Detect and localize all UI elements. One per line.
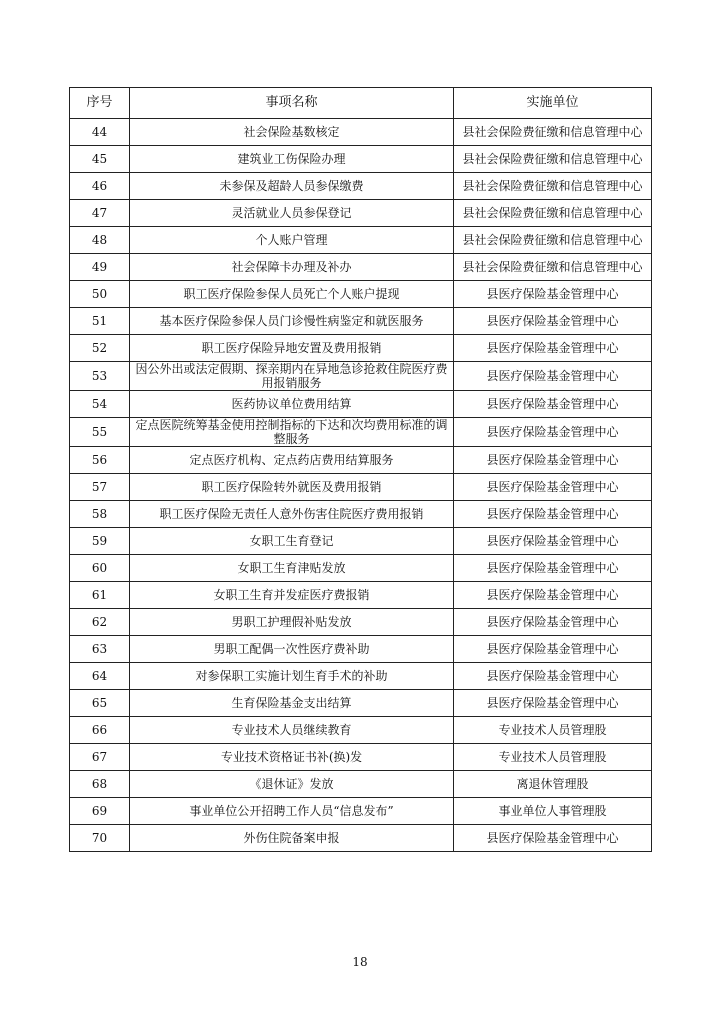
table-row [70,391,652,418]
cell-implementing-unit: 事业单位人事管理股 [454,798,652,825]
header-row [70,88,652,119]
table-row [70,418,652,447]
header-no: 序号 [70,88,130,119]
cell-no: 44 [70,119,130,146]
cell-implementing-unit: 县医疗保险基金管理中心 [454,690,652,717]
cell-implementing-unit: 县医疗保险基金管理中心 [454,391,652,418]
table-row [70,609,652,636]
cell-item-name: 社会保险基数核定 [130,119,454,146]
cell-implementing-unit: 县社会保险费征缴和信息管理中心 [454,227,652,254]
header-item-name: 事项名称 [130,88,454,119]
cell-implementing-unit: 专业技术人员管理股 [454,744,652,771]
table-row [70,474,652,501]
cell-implementing-unit: 县医疗保险基金管理中心 [454,663,652,690]
services-table [69,87,652,852]
cell-implementing-unit: 县医疗保险基金管理中心 [454,335,652,362]
cell-implementing-unit: 县医疗保险基金管理中心 [454,447,652,474]
cell-implementing-unit: 县医疗保险基金管理中心 [454,636,652,663]
table-row [70,173,652,200]
table-row [70,771,652,798]
cell-item-name: 专业技术资格证书补(换)发 [130,744,454,771]
cell-no: 61 [70,582,130,609]
cell-implementing-unit: 县医疗保险基金管理中心 [454,362,652,391]
cell-no: 50 [70,281,130,308]
cell-no: 52 [70,335,130,362]
cell-implementing-unit: 县社会保险费征缴和信息管理中心 [454,200,652,227]
cell-item-name: 对参保职工实施计划生育手术的补助 [130,663,454,690]
cell-implementing-unit: 县医疗保险基金管理中心 [454,582,652,609]
cell-item-name: 职工医疗保险异地安置及费用报销 [130,335,454,362]
cell-item-name: 未参保及超龄人员参保缴费 [130,173,454,200]
cell-implementing-unit: 县社会保险费征缴和信息管理中心 [454,146,652,173]
table-row [70,717,652,744]
cell-implementing-unit: 县医疗保险基金管理中心 [454,825,652,852]
cell-no: 55 [70,418,130,447]
cell-item-name: 女职工生育并发症医疗费报销 [130,582,454,609]
cell-implementing-unit: 离退休管理股 [454,771,652,798]
cell-item-name: 基本医疗保险参保人员门诊慢性病鉴定和就医服务 [130,308,454,335]
table-row [70,825,652,852]
table-row [70,335,652,362]
table-row [70,200,652,227]
table-row [70,447,652,474]
cell-no: 47 [70,200,130,227]
cell-no: 68 [70,771,130,798]
table-row [70,663,652,690]
table-row [70,555,652,582]
cell-no: 45 [70,146,130,173]
cell-no: 69 [70,798,130,825]
table-row [70,227,652,254]
cell-item-name: 灵活就业人员参保登记 [130,200,454,227]
cell-item-name: 女职工生育登记 [130,528,454,555]
cell-item-name: 职工医疗保险转外就医及费用报销 [130,474,454,501]
cell-no: 49 [70,254,130,281]
cell-no: 66 [70,717,130,744]
table-row [70,119,652,146]
table-row [70,690,652,717]
cell-implementing-unit: 县社会保险费征缴和信息管理中心 [454,254,652,281]
header-implementing-unit: 实施单位 [454,88,652,119]
cell-item-name: 定点医院统筹基金使用控制指标的下达和次均费用标准的调整服务 [130,418,454,447]
cell-implementing-unit: 专业技术人员管理股 [454,717,652,744]
table-row [70,281,652,308]
cell-item-name: 外伤住院备案申报 [130,825,454,852]
cell-no: 53 [70,362,130,391]
cell-item-name: 生育保险基金支出结算 [130,690,454,717]
cell-implementing-unit: 县医疗保险基金管理中心 [454,528,652,555]
table-header [70,88,652,119]
cell-no: 62 [70,609,130,636]
cell-item-name: 男职工配偶一次性医疗费补助 [130,636,454,663]
table-row [70,798,652,825]
cell-no: 46 [70,173,130,200]
cell-item-name: 女职工生育津贴发放 [130,555,454,582]
table-row [70,501,652,528]
table-row [70,636,652,663]
table-row [70,308,652,335]
cell-no: 59 [70,528,130,555]
table-row [70,582,652,609]
cell-item-name: 职工医疗保险无责任人意外伤害住院医疗费用报销 [130,501,454,528]
table-row [70,146,652,173]
cell-no: 63 [70,636,130,663]
cell-item-name: 《退休证》发放 [130,771,454,798]
cell-item-name: 男职工护理假补贴发放 [130,609,454,636]
cell-no: 51 [70,308,130,335]
cell-no: 67 [70,744,130,771]
cell-no: 48 [70,227,130,254]
table-row [70,254,652,281]
table-row [70,744,652,771]
page-number: 18 [352,955,368,969]
cell-item-name: 事业单位公开招聘工作人员“信息发布” [130,798,454,825]
cell-no: 70 [70,825,130,852]
cell-implementing-unit: 县医疗保险基金管理中心 [454,474,652,501]
cell-no: 65 [70,690,130,717]
cell-implementing-unit: 县医疗保险基金管理中心 [454,609,652,636]
cell-item-name: 社会保障卡办理及补办 [130,254,454,281]
cell-implementing-unit: 县医疗保险基金管理中心 [454,308,652,335]
cell-item-name: 建筑业工伤保险办理 [130,146,454,173]
cell-no: 64 [70,663,130,690]
table-row [70,362,652,391]
cell-no: 58 [70,501,130,528]
cell-implementing-unit: 县社会保险费征缴和信息管理中心 [454,119,652,146]
cell-implementing-unit: 县医疗保险基金管理中心 [454,555,652,582]
cell-implementing-unit: 县医疗保险基金管理中心 [454,501,652,528]
cell-item-name: 医药协议单位费用结算 [130,391,454,418]
table-row [70,528,652,555]
cell-no: 56 [70,447,130,474]
cell-implementing-unit: 县医疗保险基金管理中心 [454,281,652,308]
cell-item-name: 定点医疗机构、定点药店费用结算服务 [130,447,454,474]
cell-item-name: 职工医疗保险参保人员死亡个人账户提现 [130,281,454,308]
cell-item-name: 专业技术人员继续教育 [130,717,454,744]
cell-no: 54 [70,391,130,418]
cell-item-name: 个人账户管理 [130,227,454,254]
cell-no: 60 [70,555,130,582]
cell-implementing-unit: 县医疗保险基金管理中心 [454,418,652,447]
cell-item-name: 因公外出或法定假期、探亲期内在异地急诊抢救住院医疗费用报销服务 [130,362,454,391]
table-body [70,119,652,852]
cell-no: 57 [70,474,130,501]
cell-implementing-unit: 县社会保险费征缴和信息管理中心 [454,173,652,200]
